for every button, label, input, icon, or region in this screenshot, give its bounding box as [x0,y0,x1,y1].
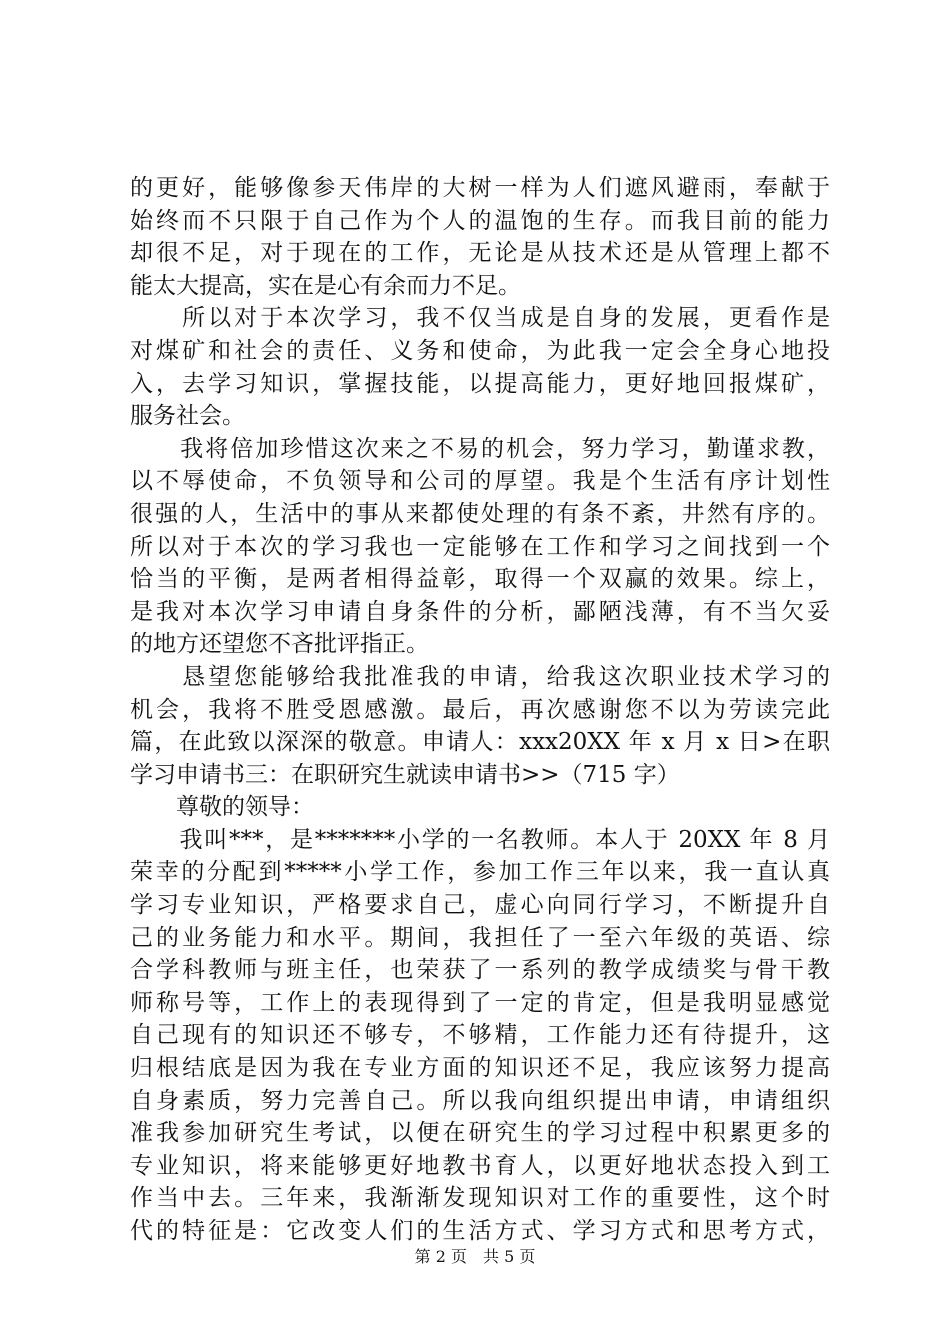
document-body [130,172,830,1248]
text-line: 恳望您能够给我批准我的申请，给我这次职业技术学习的 [130,663,830,690]
text-line: 尊敬的领导： [130,794,314,821]
text-line: 很强的人，生活中的事从来都使处理的有条不紊，井然有序的。 [130,500,830,527]
text-line: 准我参加研究生考试，以便在研究生的学习过程中积累更多的 [130,1120,830,1147]
text-line: 篇，在此致以深深的敬意。申请人：xxx20XX 年 x 月 x 日>在职 [130,729,830,756]
text-line: 始终而不只限于自己作为个人的温饱的生存。而我目前的能力 [130,207,830,234]
text-line: 所以对于本次学习，我不仅当成是自身的发展，更看作是 [130,305,830,332]
text-line: 服务社会。 [130,403,245,430]
text-line: 对煤矿和社会的责任、义务和使命，为此我一定会全身心地投 [130,337,830,364]
text-line: 学习申请书三：在职研究生就读申请书>>（715 字） [130,761,680,788]
text-line: 机会，我将不胜受恩感激。最后，再次感谢您不以为劳读完此 [130,696,830,723]
text-line: 师称号等，工作上的表现得到了一定的肯定，但是我明显感觉 [130,989,830,1016]
text-line: 自身素质，努力完善自己。所以我向组织提出申请，申请组织 [130,1087,830,1114]
text-line: 自己现有的知识还不够专，不够精，工作能力还有待提升，这 [130,1022,830,1049]
text-line: 作当中去。三年来，我渐渐发现知识对工作的重要性，这个时 [130,1185,830,1212]
text-line: 荣幸的分配到*****小学工作，参加工作三年以来，我一直认真 [130,859,830,886]
text-line: 己的业务能力和水平。期间，我担任了一至六年级的英语、综 [130,924,830,951]
text-line: 是我对本次学习申请自身条件的分析，鄙陋浅薄，有不当欠妥 [130,598,830,625]
text-line: 所以对于本次的学习我也一定能够在工作和学习之间找到一个 [130,533,830,560]
text-line: 我叫***，是*******小学的一名教师。本人于 20XX 年 8 月 [130,826,830,853]
text-line: 合学科教师与班主任，也荣获了一系列的教学成绩奖与骨干教 [130,957,830,984]
text-line: 我将倍加珍惜这次来之不易的机会，努力学习，勤谨求教， [130,435,830,462]
text-line: 恰当的平衡，是两者相得益彰，取得一个双赢的效果。综上， [130,566,830,593]
text-line: 的更好，能够像参天伟岸的大树一样为人们遮风避雨，奉献于 [130,175,830,201]
text-line: 入，去学习知识，掌握技能，以提高能力，更好地回报煤矿， [130,370,830,397]
text-line: 以不辱使命，不负领导和公司的厚望。我是个生活有序计划性 [130,468,830,495]
text-line: 学习专业知识，严格要求自己，虚心向同行学习，不断提升自 [130,892,830,919]
text-line: 却很不足，对于现在的工作，无论是从技术还是从管理上都不 [130,240,830,267]
text-line: 代的特征是：它改变人们的生活方式、学习方式和思考方式， [130,1218,830,1244]
text-line: 归根结底是因为我在专业方面的知识还不足，我应该努力提高 [130,1055,830,1082]
text-line: 的地方还望您不吝批评指正。 [130,631,429,658]
text-line: 专业知识，将来能够更好地教书育人，以更好地状态投入到工 [130,1152,830,1179]
page-number-label: 第 2 页 共 5 页 [414,1247,536,1266]
text-line: 能太大提高，实在是心有余而力不足。 [130,272,521,299]
page-footer [0,1247,950,1267]
